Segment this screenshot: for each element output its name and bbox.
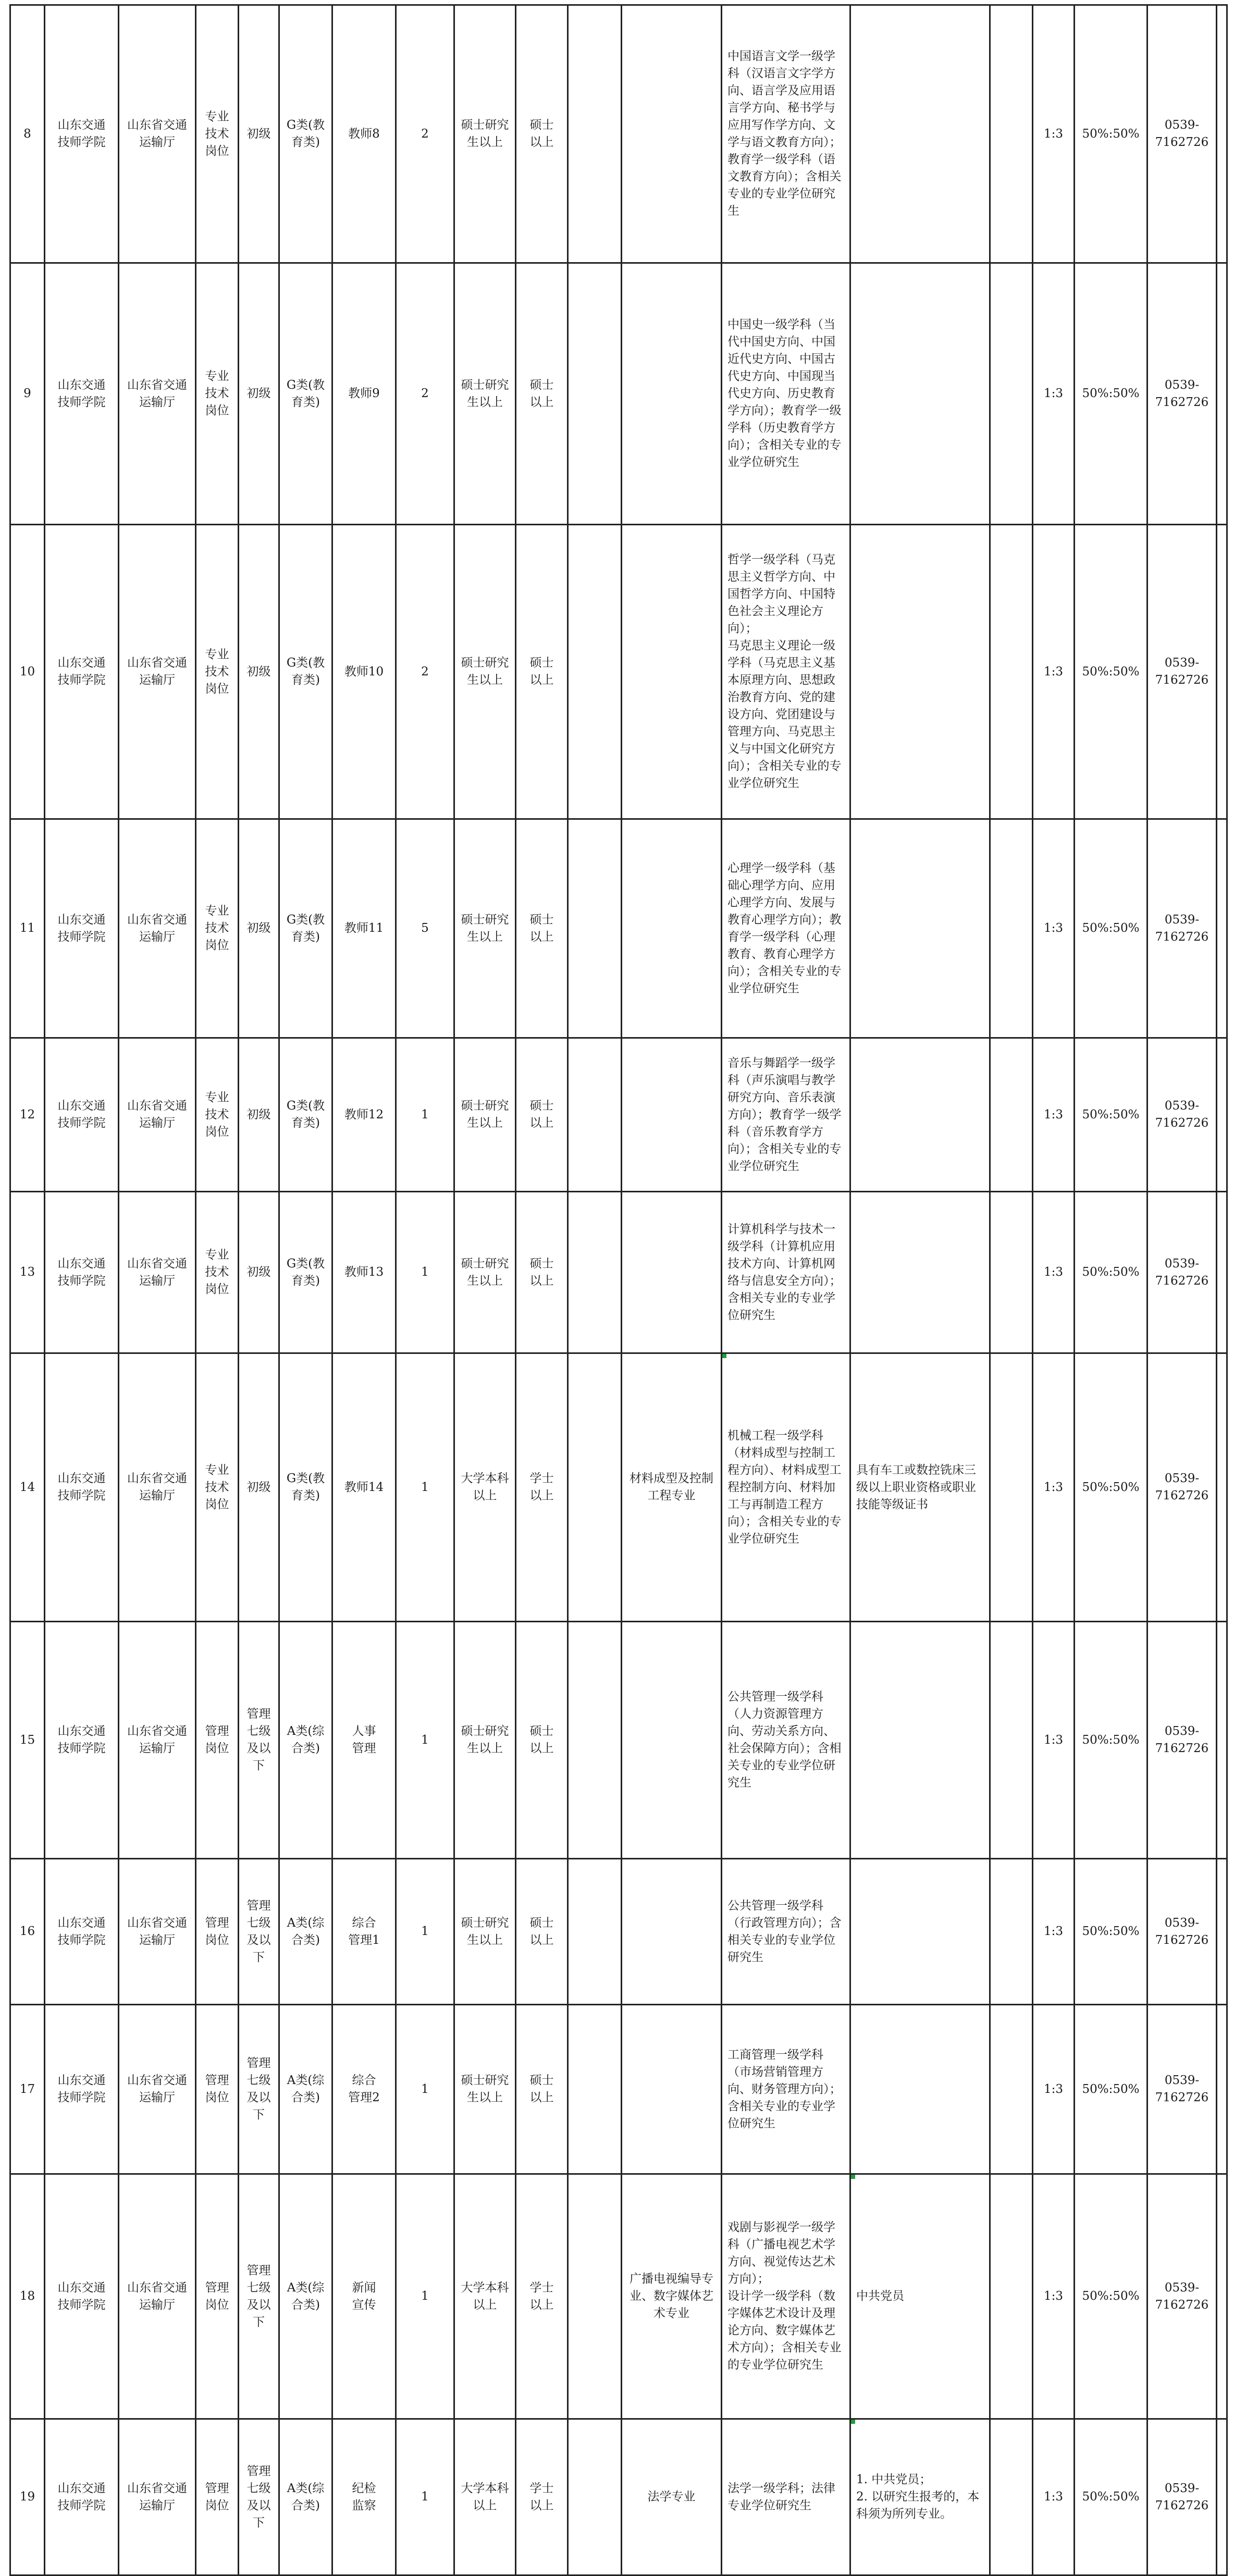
cell-note	[1217, 1192, 1227, 1353]
cell-other	[850, 819, 990, 1038]
cell-grad-major: 机械工程一级学科（材料成型与控制工程方向）、材料成型工程控制方向、材料加工与再制造工程方向）；含相关专业的专业学位研究生	[722, 1353, 850, 1622]
cell-c15	[990, 1353, 1033, 1622]
cell-ratio: 1:3	[1033, 525, 1075, 819]
cell-weight: 50%:50%	[1075, 2005, 1147, 2174]
cell-post-name: 教师13	[332, 1192, 396, 1353]
cell-weight: 50%:50%	[1075, 819, 1147, 1038]
cell-employer: 山东交通 技师学院	[45, 263, 119, 525]
table-row	[10, 1622, 1227, 1859]
cell-count: 2	[396, 525, 454, 819]
cell-post-type: 专业 技术 岗位	[196, 5, 239, 263]
cell-phone: 0539- 7162726	[1147, 1038, 1217, 1192]
cell-count: 1	[396, 2174, 454, 2419]
cell-phone: 0539- 7162726	[1147, 1859, 1217, 2005]
cell-c11	[568, 525, 622, 819]
cell-no: 8	[10, 5, 45, 263]
cell-education: 硕士研究 生以上	[454, 1192, 516, 1353]
cell-level: 初级	[239, 819, 279, 1038]
cell-no: 17	[10, 2005, 45, 2174]
cell-c11	[568, 1192, 622, 1353]
cell-category: G类(教 育类)	[279, 525, 332, 819]
cell-post-name: 综合 管理2	[332, 2005, 396, 2174]
cell-grad-major: 计算机科学与技术一级学科（计算机应用技术方向、计算机网络与信息安全方向）；含相关专业的专业学位研究生	[722, 1192, 850, 1353]
cell-weight: 50%:50%	[1075, 263, 1147, 525]
cell-dept: 山东省交通 运输厅	[119, 2005, 196, 2174]
cell-c15	[990, 1622, 1033, 1859]
cell-post-type: 管理 岗位	[196, 2005, 239, 2174]
cell-category: G类(教 育类)	[279, 819, 332, 1038]
cell-post-name: 教师10	[332, 525, 396, 819]
cell-education: 硕士研究 生以上	[454, 1038, 516, 1192]
cell-note	[1217, 1353, 1227, 1622]
cell-grad-major: 中国语言文学一级学科（汉语言文字学方向、语言学及应用语言学方向、秘书学与应用写作学方向、文学与语文教育方向）；教育学一级学科（语文教育方向）；含相关专业的专业学位研究生	[722, 5, 850, 263]
cell-c15	[990, 5, 1033, 263]
cell-post-type: 管理 岗位	[196, 2174, 239, 2419]
cell-level: 初级	[239, 1192, 279, 1353]
cell-note	[1217, 1859, 1227, 2005]
cell-grad-major: 公共管理一级学科（行政管理方向）；含相关专业的专业学位研究生	[722, 1859, 850, 2005]
cell-category: G类(教 育类)	[279, 263, 332, 525]
cell-post-name: 教师14	[332, 1353, 396, 1622]
cell-post-type: 专业 技术 岗位	[196, 263, 239, 525]
cell-c11	[568, 1859, 622, 2005]
cell-phone: 0539- 7162726	[1147, 2174, 1217, 2419]
cell-other	[850, 2005, 990, 2174]
cell-c11	[568, 263, 622, 525]
cell-no: 15	[10, 1622, 45, 1859]
cell-post-name: 教师9	[332, 263, 396, 525]
cell-category: A类(综 合类)	[279, 2005, 332, 2174]
table-row	[10, 5, 1227, 263]
cell-category: A类(综 合类)	[279, 2174, 332, 2419]
cell-phone: 0539- 7162726	[1147, 5, 1217, 263]
cell-category: G类(教 育类)	[279, 5, 332, 263]
cell-ratio: 1:3	[1033, 1859, 1075, 2005]
table-row	[10, 2174, 1227, 2419]
cell-ratio: 1:3	[1033, 5, 1075, 263]
recruitment-table	[9, 4, 1228, 2576]
cell-phone: 0539- 7162726	[1147, 525, 1217, 819]
cell-phone: 0539- 7162726	[1147, 2419, 1217, 2575]
cell-c15	[990, 2005, 1033, 2174]
cell-c11	[568, 2174, 622, 2419]
table-row	[10, 819, 1227, 1038]
cell-weight: 50%:50%	[1075, 525, 1147, 819]
cell-ratio: 1:3	[1033, 2419, 1075, 2575]
cell-employer: 山东交通 技师学院	[45, 2174, 119, 2419]
cell-employer: 山东交通 技师学院	[45, 819, 119, 1038]
cell-ratio: 1:3	[1033, 263, 1075, 525]
cell-degree: 硕士 以上	[516, 525, 568, 819]
cell-degree: 硕士 以上	[516, 5, 568, 263]
cell-c11	[568, 1622, 622, 1859]
table-row	[10, 525, 1227, 819]
cell-degree: 硕士 以上	[516, 819, 568, 1038]
cell-no: 10	[10, 525, 45, 819]
cell-undergrad-major	[622, 5, 722, 263]
cell-grad-major: 中国史一级学科（当代中国史方向、中国近代史方向、中国古代史方向、中国现当代史方向、历史教育学方向）；教育学一级学科（历史教育学方向）；含相关专业的专业学位研究生	[722, 263, 850, 525]
cell-employer: 山东交通 技师学院	[45, 525, 119, 819]
cell-category: A类(综 合类)	[279, 1859, 332, 2005]
cell-no: 19	[10, 2419, 45, 2575]
cell-c11	[568, 1353, 622, 1622]
cell-c11	[568, 819, 622, 1038]
cell-undergrad-major	[622, 1859, 722, 2005]
cell-ratio: 1:3	[1033, 1038, 1075, 1192]
cell-note	[1217, 5, 1227, 263]
cell-grad-major: 法学一级学科；法律专业学位研究生	[722, 2419, 850, 2575]
cell-level: 管理 七级 及以 下	[239, 2419, 279, 2575]
cell-employer: 山东交通 技师学院	[45, 1192, 119, 1353]
cell-c11	[568, 2419, 622, 2575]
cell-other: 中共党员	[850, 2174, 990, 2419]
table-row	[10, 1192, 1227, 1353]
cell-level: 管理 七级 及以 下	[239, 1859, 279, 2005]
cell-undergrad-major: 法学专业	[622, 2419, 722, 2575]
cell-employer: 山东交通 技师学院	[45, 1859, 119, 2005]
cell-count: 1	[396, 1192, 454, 1353]
cell-count: 2	[396, 263, 454, 525]
cell-c11	[568, 1038, 622, 1192]
cell-degree: 硕士 以上	[516, 1192, 568, 1353]
cell-ratio: 1:3	[1033, 1622, 1075, 1859]
cell-other	[850, 1038, 990, 1192]
cell-undergrad-major	[622, 2005, 722, 2174]
cell-weight: 50%:50%	[1075, 1859, 1147, 2005]
cell-other: 具有车工或数控铣床三级以上职业资格或职业技能等级证书	[850, 1353, 990, 1622]
cell-post-type: 专业 技术 岗位	[196, 1038, 239, 1192]
cell-count: 5	[396, 819, 454, 1038]
cell-count: 1	[396, 2419, 454, 2575]
cell-degree: 硕士 以上	[516, 1859, 568, 2005]
cell-education: 硕士研究 生以上	[454, 2005, 516, 2174]
cell-no: 14	[10, 1353, 45, 1622]
cell-dept: 山东省交通 运输厅	[119, 1353, 196, 1622]
cell-phone: 0539- 7162726	[1147, 1622, 1217, 1859]
cell-ratio: 1:3	[1033, 2005, 1075, 2174]
cell-note	[1217, 1622, 1227, 1859]
cell-no: 18	[10, 2174, 45, 2419]
cell-post-name: 教师11	[332, 819, 396, 1038]
cell-dept: 山东省交通 运输厅	[119, 1192, 196, 1353]
table-row	[10, 1353, 1227, 1622]
cell-category: G类(教 育类)	[279, 1353, 332, 1622]
cell-no: 9	[10, 263, 45, 525]
cell-note	[1217, 263, 1227, 525]
cell-grad-major: 音乐与舞蹈学一级学科（声乐演唱与教学研究方向、音乐表演方向）；教育学一级学科（音乐教育学方向）；含相关专业的专业学位研究生	[722, 1038, 850, 1192]
cell-degree: 学士 以上	[516, 2174, 568, 2419]
cell-grad-major: 工商管理一级学科（市场营销管理方向、财务管理方向）；含相关专业的专业学位研究生	[722, 2005, 850, 2174]
cell-level: 初级	[239, 263, 279, 525]
cell-category: A类(综 合类)	[279, 2419, 332, 2575]
cell-c15	[990, 2419, 1033, 2575]
cell-dept: 山东省交通 运输厅	[119, 819, 196, 1038]
cell-post-name: 教师8	[332, 5, 396, 263]
cell-other	[850, 1192, 990, 1353]
cell-note	[1217, 2005, 1227, 2174]
cell-undergrad-major: 广播电视编导专业、数字媒体艺术专业	[622, 2174, 722, 2419]
cell-education: 大学本科 以上	[454, 2419, 516, 2575]
cell-weight: 50%:50%	[1075, 1353, 1147, 1622]
cell-phone: 0539- 7162726	[1147, 1353, 1217, 1622]
cell-other	[850, 525, 990, 819]
cell-count: 1	[396, 2005, 454, 2174]
cell-category: A类(综 合类)	[279, 1622, 332, 1859]
cell-dept: 山东省交通 运输厅	[119, 263, 196, 525]
cell-level: 初级	[239, 1353, 279, 1622]
cell-level: 初级	[239, 1038, 279, 1192]
cell-c15	[990, 1038, 1033, 1192]
cell-c15	[990, 525, 1033, 819]
cell-level: 管理 七级 及以 下	[239, 2174, 279, 2419]
cell-undergrad-major: 材料成型及控制工程专业	[622, 1353, 722, 1622]
cell-weight: 50%:50%	[1075, 1038, 1147, 1192]
cell-weight: 50%:50%	[1075, 1192, 1147, 1353]
cell-level: 管理 七级 及以 下	[239, 2005, 279, 2174]
cell-grad-major: 戏剧与影视学一级学科（广播电视艺术学方向、视觉传达艺术方向）； 设计学一级学科（数字媒体艺术设计及理论方向、数字媒体艺术方向）；含相关专业的专业学位研究生	[722, 2174, 850, 2419]
cell-level: 初级	[239, 5, 279, 263]
cell-ratio: 1:3	[1033, 2174, 1075, 2419]
cell-dept: 山东省交通 运输厅	[119, 2174, 196, 2419]
cell-other	[850, 1859, 990, 2005]
cell-c15	[990, 819, 1033, 1038]
cell-grad-major: 哲学一级学科（马克思主义哲学方向、中国哲学方向、中国特色社会主义理论方向）； 马克思主义理论一级学科（马克思主义基本原理方向、思想政治教育方向、党的建设方向、党团建设与管理方向、马克思主义与中国文化研究方向）；含相关专业的专业学位研究生	[722, 525, 850, 819]
cell-employer: 山东交通 技师学院	[45, 1038, 119, 1192]
cell-weight: 50%:50%	[1075, 1622, 1147, 1859]
cell-degree: 硕士 以上	[516, 1622, 568, 1859]
cell-undergrad-major	[622, 1192, 722, 1353]
cell-other	[850, 1622, 990, 1859]
cell-dept: 山东省交通 运输厅	[119, 1859, 196, 2005]
table-row	[10, 2005, 1227, 2174]
cell-level: 管理 七级 及以 下	[239, 1622, 279, 1859]
cell-count: 1	[396, 1622, 454, 1859]
cell-undergrad-major	[622, 263, 722, 525]
cell-post-name: 教师12	[332, 1038, 396, 1192]
cell-c15	[990, 1192, 1033, 1353]
cell-c15	[990, 1859, 1033, 2005]
cell-no: 11	[10, 819, 45, 1038]
cell-post-type: 专业 技术 岗位	[196, 819, 239, 1038]
cell-education: 大学本科 以上	[454, 1353, 516, 1622]
cell-education: 硕士研究 生以上	[454, 1622, 516, 1859]
cell-c15	[990, 263, 1033, 525]
cell-post-name: 纪检 监察	[332, 2419, 396, 2575]
cell-education: 硕士研究 生以上	[454, 1859, 516, 2005]
cell-note	[1217, 2419, 1227, 2575]
cell-category: G类(教 育类)	[279, 1038, 332, 1192]
cell-degree: 硕士 以上	[516, 2005, 568, 2174]
cell-dept: 山东省交通 运输厅	[119, 1622, 196, 1859]
cell-undergrad-major	[622, 1622, 722, 1859]
cell-post-type: 管理 岗位	[196, 1622, 239, 1859]
table-row	[10, 263, 1227, 525]
cell-post-name: 人事 管理	[332, 1622, 396, 1859]
cell-count: 1	[396, 1859, 454, 2005]
cell-post-name: 新闻 宣传	[332, 2174, 396, 2419]
cell-degree: 学士 以上	[516, 1353, 568, 1622]
cell-dept: 山东省交通 运输厅	[119, 2419, 196, 2575]
cell-undergrad-major	[622, 1038, 722, 1192]
cell-note	[1217, 1038, 1227, 1192]
cell-other	[850, 263, 990, 525]
cell-c11	[568, 2005, 622, 2174]
cell-post-type: 管理 岗位	[196, 1859, 239, 2005]
cell-employer: 山东交通 技师学院	[45, 2005, 119, 2174]
cell-undergrad-major	[622, 525, 722, 819]
cell-degree: 学士 以上	[516, 2419, 568, 2575]
cell-grad-major: 公共管理一级学科（人力资源管理方向、劳动关系方向、社会保障方向）；含相关专业的专业学位研究生	[722, 1622, 850, 1859]
cell-category: G类(教 育类)	[279, 1192, 332, 1353]
cell-weight: 50%:50%	[1075, 5, 1147, 263]
cell-no: 16	[10, 1859, 45, 2005]
cell-weight: 50%:50%	[1075, 2419, 1147, 2575]
cell-employer: 山东交通 技师学院	[45, 5, 119, 263]
cell-employer: 山东交通 技师学院	[45, 2419, 119, 2575]
cell-post-type: 专业 技术 岗位	[196, 1353, 239, 1622]
cell-post-name: 综合 管理1	[332, 1859, 396, 2005]
cell-ratio: 1:3	[1033, 1192, 1075, 1353]
cell-post-type: 专业 技术 岗位	[196, 525, 239, 819]
cell-no: 13	[10, 1192, 45, 1353]
cell-count: 1	[396, 1038, 454, 1192]
cell-note	[1217, 2174, 1227, 2419]
cell-level: 初级	[239, 525, 279, 819]
cell-count: 2	[396, 5, 454, 263]
table-row	[10, 1038, 1227, 1192]
cell-education: 硕士研究 生以上	[454, 819, 516, 1038]
cell-ratio: 1:3	[1033, 819, 1075, 1038]
cell-degree: 硕士 以上	[516, 1038, 568, 1192]
cell-phone: 0539- 7162726	[1147, 263, 1217, 525]
cell-other: 1. 中共党员； 2. 以研究生报考的，本科须为所列专业。	[850, 2419, 990, 2575]
cell-count: 1	[396, 1353, 454, 1622]
cell-dept: 山东省交通 运输厅	[119, 5, 196, 263]
cell-education: 硕士研究 生以上	[454, 525, 516, 819]
cell-grad-major: 心理学一级学科（基础心理学方向、应用心理学方向、发展与教育心理学方向）；教育学一级学科（心理教育、教育心理学方向）；含相关专业的专业学位研究生	[722, 819, 850, 1038]
cell-ratio: 1:3	[1033, 1353, 1075, 1622]
cell-post-type: 专业 技术 岗位	[196, 1192, 239, 1353]
cell-education: 硕士研究 生以上	[454, 5, 516, 263]
cell-phone: 0539- 7162726	[1147, 2005, 1217, 2174]
cell-no: 12	[10, 1038, 45, 1192]
cell-phone: 0539- 7162726	[1147, 819, 1217, 1038]
table-body	[10, 5, 1227, 2575]
cell-phone: 0539- 7162726	[1147, 1192, 1217, 1353]
cell-weight: 50%:50%	[1075, 2174, 1147, 2419]
cell-education: 大学本科 以上	[454, 2174, 516, 2419]
cell-employer: 山东交通 技师学院	[45, 1622, 119, 1859]
cell-education: 硕士研究 生以上	[454, 263, 516, 525]
cell-dept: 山东省交通 运输厅	[119, 525, 196, 819]
table-row	[10, 1859, 1227, 2005]
cell-c11	[568, 5, 622, 263]
cell-undergrad-major	[622, 819, 722, 1038]
table-row	[10, 2419, 1227, 2575]
cell-post-type: 管理 岗位	[196, 2419, 239, 2575]
cell-dept: 山东省交通 运输厅	[119, 1038, 196, 1192]
cell-c15	[990, 2174, 1033, 2419]
cell-degree: 硕士 以上	[516, 263, 568, 525]
cell-employer: 山东交通 技师学院	[45, 1353, 119, 1622]
cell-note	[1217, 525, 1227, 819]
cell-other	[850, 5, 990, 263]
cell-note	[1217, 819, 1227, 1038]
